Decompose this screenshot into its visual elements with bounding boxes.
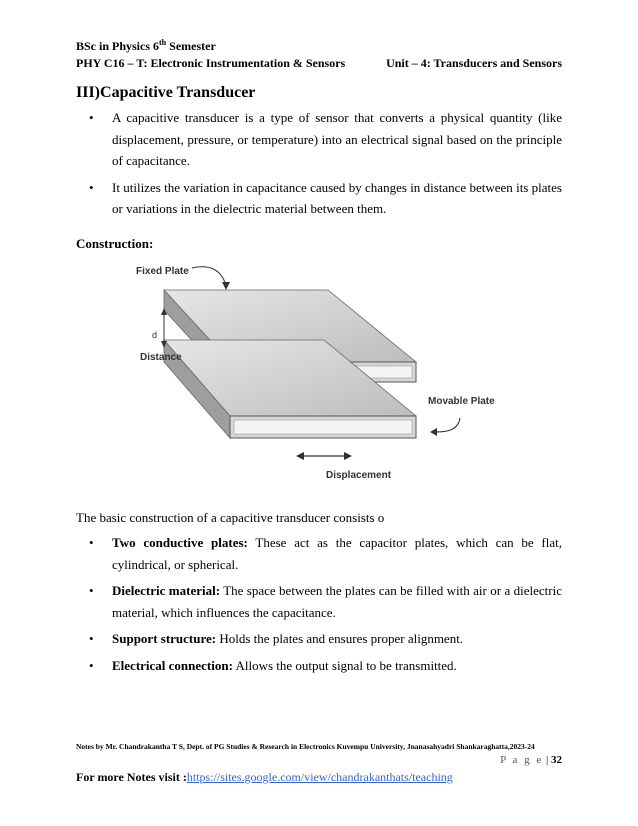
distance-label: Distance <box>140 352 182 363</box>
course-header: BSc in Physics 6th Semester <box>76 38 216 53</box>
d-label: d <box>152 330 158 340</box>
page-number: P a g e | 32 <box>500 754 562 766</box>
unit-title: Unit – 4: Transducers and Sensors <box>386 56 562 70</box>
construction-list <box>76 532 562 681</box>
more-notes: For more Notes visit :https://sites.google.com/view/chandrakanthats/teaching <box>76 770 453 784</box>
construction-heading: Construction: <box>76 236 154 251</box>
section-title: III)Capacitive Transducer <box>76 84 256 101</box>
list-item: • Two conductive plates: These act as the capacitor plates, which can be flat, cylindrical, or spherical. <box>76 532 562 575</box>
capacitor-diagram <box>130 258 510 488</box>
movable-plate-label: Movable Plate <box>428 396 495 407</box>
paper-title: PHY C16 – T: Electronic Instrumentation & Sensors <box>76 56 346 70</box>
construction-intro: The basic construction of a capacitive transducer consists o <box>76 510 385 525</box>
list-item: • A capacitive transducer is a type of sensor that converts a physical quantity (like displacement, pressure, or temperature) into an electrical signal based on the principle of capacitance. <box>76 107 562 172</box>
list-item: • Electrical connection: Allows the output signal to be transmitted. <box>76 655 562 677</box>
displacement-label: Displacement <box>326 470 392 481</box>
fixed-plate-label: Fixed Plate <box>136 266 189 277</box>
footer-notes: Notes by Mr. Chandrakantha T S, Dept. of PG Studies & Research in Electronics Kuvempu University, Jnanasahyadri Shankaraghatta,2023-24 <box>76 742 535 751</box>
list-item: • It utilizes the variation in capacitance caused by changes in distance between its plates or variations in the dielectric material between them. <box>76 177 562 220</box>
list-item: • Dielectric material: The space between the plates can be filled with air or a dielectric material, which influences the capacitance. <box>76 580 562 623</box>
list-item: • Support structure: Holds the plates and ensures proper alignment. <box>76 628 562 650</box>
notes-link[interactable]: https://sites.google.com/view/chandrakanthats/teaching <box>186 770 453 784</box>
intro-bullet-list <box>76 107 562 225</box>
